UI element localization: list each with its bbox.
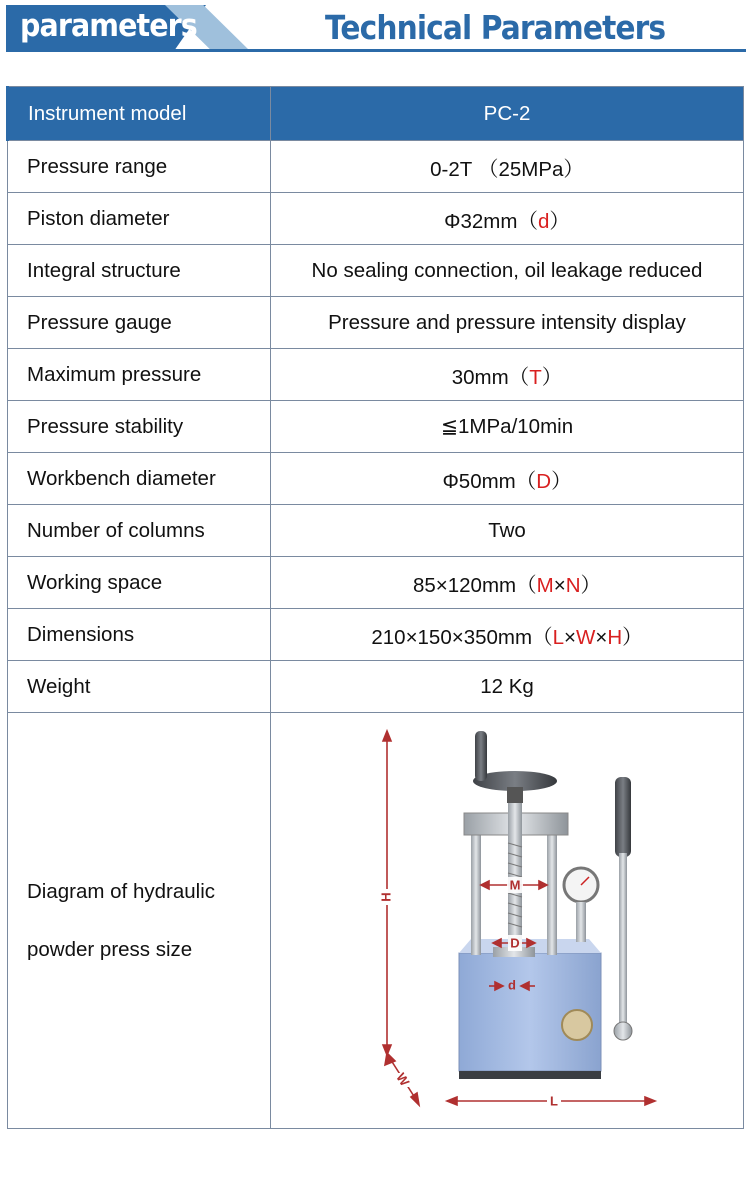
table-row bbox=[8, 193, 744, 245]
table-row bbox=[8, 557, 744, 609]
dim-label-l: L bbox=[550, 1093, 558, 1109]
diagram-label bbox=[8, 713, 271, 1129]
table-header-row bbox=[8, 87, 744, 141]
table-row bbox=[8, 297, 744, 349]
header-divider bbox=[6, 49, 746, 52]
row-key: Dimensions bbox=[8, 609, 271, 661]
row-key: Pressure range bbox=[8, 141, 271, 193]
column-left bbox=[471, 825, 481, 955]
header-key: Instrument model bbox=[8, 87, 271, 141]
handwheel-hub bbox=[507, 787, 523, 803]
dim-label-D: D bbox=[510, 935, 520, 951]
page-title: Technical Parameters bbox=[325, 8, 666, 47]
diagram-cell bbox=[271, 713, 744, 1129]
row-value: Φ50mm（D） bbox=[271, 453, 744, 505]
row-value: Pressure and pressure intensity display bbox=[271, 297, 744, 349]
table-row bbox=[8, 141, 744, 193]
row-key: Maximum pressure bbox=[8, 349, 271, 401]
row-value: 85×120mm（M×N） bbox=[271, 557, 744, 609]
table-row bbox=[8, 401, 744, 453]
row-key: Weight bbox=[8, 661, 271, 713]
lever-rod bbox=[619, 853, 627, 1028]
dim-label-m: M bbox=[509, 877, 521, 893]
table-row bbox=[8, 349, 744, 401]
row-key: Number of columns bbox=[8, 505, 271, 557]
diagram-label-line2: powder press size bbox=[27, 937, 193, 961]
row-value: 30mm（T） bbox=[271, 349, 744, 401]
row-value: Two bbox=[271, 505, 744, 557]
row-value: ≦1MPa/10min bbox=[271, 401, 744, 453]
diagram-label-line1: Diagram of hydraulic bbox=[27, 879, 215, 903]
dim-label-d: d bbox=[508, 977, 516, 993]
press-base bbox=[459, 939, 601, 1079]
column-right bbox=[547, 825, 557, 955]
row-key: Integral structure bbox=[8, 245, 271, 297]
row-key: Piston diameter bbox=[8, 193, 271, 245]
table-row bbox=[8, 245, 744, 297]
row-key: Working space bbox=[8, 557, 271, 609]
row-value: No sealing connection, oil leakage reduced bbox=[271, 245, 744, 297]
row-key: Pressure gauge bbox=[8, 297, 271, 349]
table-row bbox=[8, 661, 744, 713]
dim-label-h: H bbox=[378, 892, 394, 902]
row-value: 210×150×350mm（L×W×H） bbox=[271, 609, 744, 661]
press-diagram bbox=[271, 713, 750, 1128]
diagram-row bbox=[8, 713, 744, 1129]
section-header bbox=[0, 0, 750, 60]
row-value: Φ32mm（d） bbox=[271, 193, 744, 245]
lever-grip bbox=[615, 777, 631, 857]
table-row bbox=[8, 609, 744, 661]
handwheel-knob bbox=[475, 731, 487, 781]
dim-label-w: W bbox=[393, 1070, 413, 1089]
table-row bbox=[8, 505, 744, 557]
row-value: 0-2T （25MPa） bbox=[271, 141, 744, 193]
release-knob bbox=[562, 1010, 592, 1040]
row-key: Workbench diameter bbox=[8, 453, 271, 505]
section-tag-label: parameters bbox=[20, 8, 197, 44]
row-key: Pressure stability bbox=[8, 401, 271, 453]
header-value: PC-2 bbox=[271, 87, 744, 141]
row-value: 12 Kg bbox=[271, 661, 744, 713]
table-row bbox=[8, 453, 744, 505]
parameters-table bbox=[6, 86, 744, 1129]
